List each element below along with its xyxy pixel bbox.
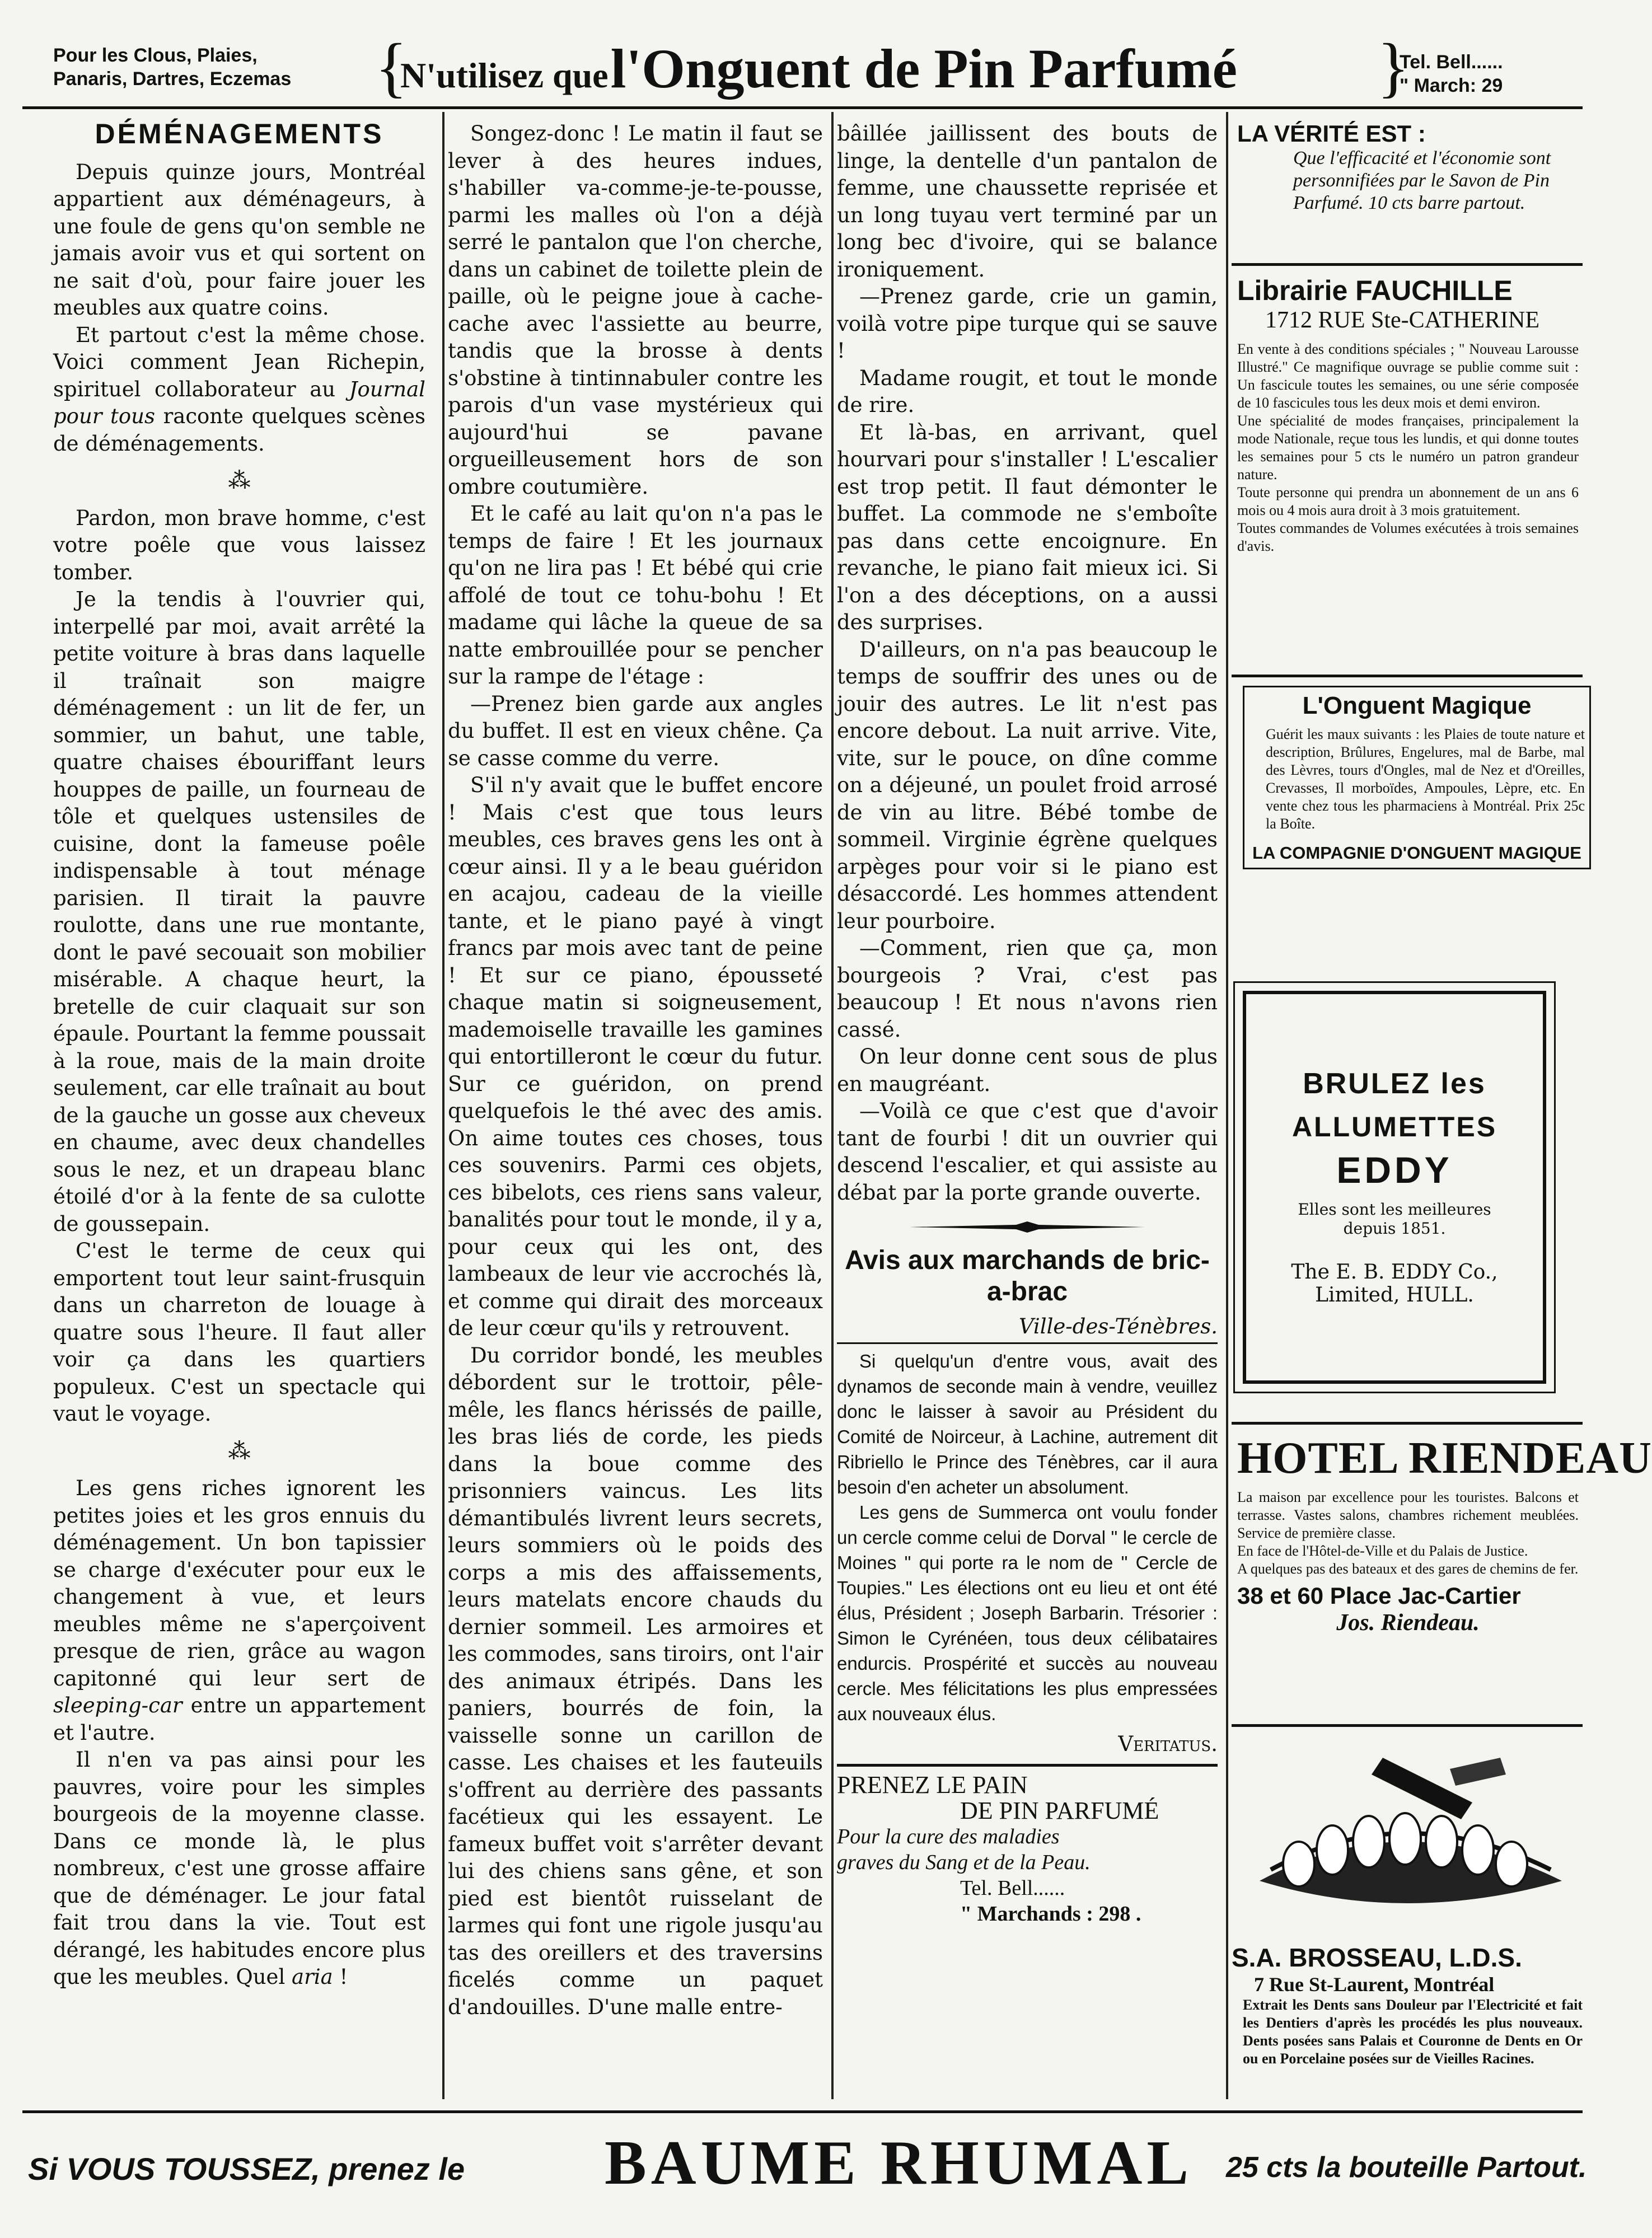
ad-line: The E. B. EDDY Co., xyxy=(1291,1261,1498,1284)
text-run: ! xyxy=(333,1965,348,1989)
ad-title: Librairie FAUCHILLE xyxy=(1237,275,1513,306)
ad-title: S.A. BROSSEAU, L.D.S. xyxy=(1232,1943,1522,1972)
ornamental-rule xyxy=(837,1212,1218,1239)
ad-text: En vente à des conditions spéciales ; " Nouveau Larousse Illustré." Ce magnifique ouvrage se publie comme suit : Un fascicule toutes les semaines, ou une série composée de 10 fascicules tous les deux mois et demi environ. xyxy=(1237,341,1579,411)
paragraph: —Voilà ce que c'est que d'avoir tant de fourbi ! dit un ouvrier qui descend l'escalier, et qui assiste au débat par la porte grande ouverte. xyxy=(837,1099,1218,1205)
paragraph: —Prenez bien garde aux angles du buffet. Il est en vieux chêne. Ça se casse comme du verre. xyxy=(448,691,823,770)
text-run: Il n'en va pas ainsi pour les pauvres, voire pour les simples bourgeois de la moyenne classe. Dans ce monde là, le plus nombreux, c'est une grosse affaire que de déménager. Le jour fatal fait trou dans la vie. Tout est dérangé, les habitudes encore plus que les meubles. Quel xyxy=(53,1748,425,1989)
asterism-separator: ⁂ xyxy=(228,1438,251,1464)
ad-line: graves du Sang et de la Peau. xyxy=(837,1850,1091,1874)
thick-rule xyxy=(837,1764,1218,1767)
ad-title: L'Onguent Magique xyxy=(1302,692,1532,719)
masthead-left-text xyxy=(53,44,291,91)
dentures-icon xyxy=(1237,1735,1573,1937)
ad-text: A quelques pas des bateaux et des gares de chemins de fer. xyxy=(1237,1561,1579,1577)
dateline: Ville-des-Ténèbres. xyxy=(1018,1314,1218,1338)
dentures-illustration xyxy=(1237,1735,1579,1937)
ad-line: Pour la cure des maladies xyxy=(837,1824,1060,1848)
ad-line: Elles sont les meilleures depuis 1851. xyxy=(1298,1200,1491,1238)
article-column-3 xyxy=(837,120,1218,1927)
paragraph: D'ailleurs, on n'a pas beaucoup le temps de souffrir des unes ou de jouir des autres. Le lit n'est pas encore debout. La nuit arrive. Vite, vite, sur le pouce, on dîne comme on a déjeuné, un poulet froid arrosé de vin au litre. Bébé tombe de sommeil. Virginie égrène quelques arpèges pour voir si le piano est désaccordé. Les hommes attendent leur pourboire. xyxy=(837,637,1218,933)
paragraph: Et là-bas, en arrivant, quel hourvari pour s'installer ! L'escalier est trop petit. Il faut démonter le buffet. La commode ne s'emboîte pas dans cette encoignure. En revanche, le piano fait mieux ici. Si l'on a des déceptions, on a aussi des surprises. xyxy=(837,420,1218,634)
ad-text: Toute personne qui prendra un abonnement de un ans 6 mois ou 4 mois aura droit à 3 mois gratuitement. xyxy=(1237,484,1579,518)
ad-address: 38 et 60 Place Jac-Cartier xyxy=(1237,1582,1521,1609)
masthead-right-line1: Tel. Bell...... xyxy=(1400,51,1503,73)
ad-rule xyxy=(1232,1724,1583,1727)
verite-ad xyxy=(1237,120,1573,214)
masthead-right-text xyxy=(1400,50,1503,97)
right-brace: } xyxy=(1377,30,1410,104)
footer-left-text: Si VOUS TOUSSEZ, prenez le xyxy=(28,2151,465,2187)
footer-right-text: 25 cts la bouteille Partout. xyxy=(1226,2151,1587,2184)
ad-brand: EDDY xyxy=(1336,1149,1453,1191)
paragraph: —Prenez garde, crie un gamin, voilà votre pipe turque qui se sauve ! xyxy=(837,284,1218,363)
text-run: entre un appartement et l'autre. xyxy=(53,1693,425,1745)
hotel-ad xyxy=(1237,1433,1652,1636)
text-run: raconte quelques scènes de déménagements. xyxy=(53,404,426,456)
ad-address: 1712 RUE Ste-CATHERINE xyxy=(1265,307,1539,333)
ad-text: Toutes commandes de Volumes exécutées à trois semaines d'avis. xyxy=(1237,520,1579,554)
eddy-matches-ad xyxy=(1243,991,1546,1384)
masthead-title-big: l'Onguent de Pin Parfumé xyxy=(610,38,1237,100)
ad-line: " Marchands : 298 . xyxy=(960,1902,1141,1926)
ad-rule xyxy=(1232,675,1583,677)
paragraph xyxy=(53,1475,425,1747)
ad-text: Guérit les maux suivants : les Plaies de toute nature et description, Brûlures, Engelures, mal de Barbe, mal des Lèvres, tours d'Ongles, mal de Nez et d'Oreilles, Crevasses, Il morboïdes, Ampoules, Lèpre, etc. En vente chez tous les pharmaciens à Montréal. Prix 25c la Boîte. xyxy=(1266,726,1585,832)
masthead-right-line2: " March: 29 xyxy=(1400,75,1503,96)
article-column-1 xyxy=(53,120,425,1991)
article-heading: DÉMÉNAGEMENTS xyxy=(95,118,384,149)
ad-line: Tel. Bell...... xyxy=(960,1876,1065,1900)
paragraph: Du corridor bondé, les meubles débordent sur le trottoir, pêle-mêle, les flancs hérissés de paille, les bras liés de corde, les pieds dans la boue comme des prisonniers vaincus. Les lits démantibulés livrent leurs secrets, leurs sommiers où le poids des corps a mis des affaissements, leurs matelats encore chauds du dernier sommeil. Les armoires et les commodes, sans tiroirs, ont l'air des animaux étripés. Dans les paniers, bourrés de foin, la vaisselle sonne un carillon de casse. Les chaises et les fauteuils s'offrent au derrière des passants facétieux qui les essayent. Le fameux buffet voit s'arrêter devant lui des chiens sans gêne, et son pied est bientôt ruisselant de larmes qui font une rigole jusqu'au tas des oreillers et des traversins ficelés comme un paquet d'andouilles. D'une malle entre- xyxy=(448,1343,823,2019)
masthead-title xyxy=(400,36,1237,101)
paragraph: Depuis quinze jours, Montréal appartient aux déménageurs, à une foule de gens qu'on semble ne jamais avoir vus et qui sortent on ne sait d'où, pour faire jouer les meubles aux quatre coins. xyxy=(53,160,425,320)
bottom-rule xyxy=(22,2110,1583,2113)
ad-title: HOTEL RIENDEAU xyxy=(1237,1434,1652,1483)
masthead-left-line2: Panaris, Dartres, Eczemas xyxy=(53,68,292,90)
left-brace: { xyxy=(375,30,408,104)
column-rule xyxy=(1226,112,1228,2099)
librairie-ad xyxy=(1237,274,1579,555)
ad-rule xyxy=(1232,1422,1583,1425)
paragraph: Si quelqu'un d'entre vous, avait des dynamos de seconde main à vendre, veuillez donc le laisser à savoir au Président du Comité de Noirceur, à Lachine, autrement dit Ribriello le Prince des Ténèbres, car il aura besoin d'en acheter un absolument. xyxy=(837,1351,1218,1497)
masthead-left-line1: Pour les Clous, Plaies, xyxy=(53,45,258,66)
paragraph: Et le café au lait qu'on n'a pas le temps de faire ! Et les journaux qu'on ne lira pas ! Et bébé qui crie affolé de tout ce tohu-bohu ! Et madame qui lâche la queue de sa natte embrouillée pour se pencher sur la rampe de l'étage : xyxy=(448,502,823,689)
ad-line: Limited, HULL. xyxy=(1315,1284,1474,1307)
ornament-svg xyxy=(910,1221,1145,1233)
masthead-title-small: N'utilisez que xyxy=(400,55,609,95)
ad-title: LA VÉRITÉ EST : xyxy=(1237,120,1426,147)
ad-line: PRENEZ LE PAIN xyxy=(837,1771,1028,1799)
ad-line: BRULEZ les xyxy=(1303,1068,1486,1100)
paragraph: Les gens de Summerca ont voulu fonder un cercle comme celui de Dorval " le cercle de Moines " qui porte ra le nom de " Cercle de Toupies." Les élections ont eu lieu et ont été élus, Président ; Joseph Barbarin. Trésorier : Simon le Cyrénéen, tous deux célibataires endurcis. Prospérité et succès au nouveau cercle. Mes félicitations les plus empressées aux nouveaux élus. xyxy=(837,1502,1218,1724)
section-heading: Avis aux marchands de bric-a-brac xyxy=(845,1245,1210,1307)
ad-rule xyxy=(1232,263,1583,266)
ad-owner: Jos. Riendeau. xyxy=(1336,1610,1480,1636)
ad-line: DE PIN PARFUMÉ xyxy=(960,1796,1159,1824)
italic-term: sleeping-car xyxy=(53,1693,182,1717)
paragraph: Je la tendis à l'ouvrier qui, interpellé par moi, avait arrêté la petite voiture à bras dans laquelle il traînait son maigre déménagement : un lit de fer, un sommier, un bahut, une table, quatre chaises ébouriffant leurs houppes de paille, un fourneau de tôle et quelques ustensiles de cuisine, dont la fameuse poêle indispensable à tout ménage parisien. Il tirait la pauvre roulotte, dans une rue montante, dont le pavé secouait son mobilier misérable. A chaque heurt, la bretelle de cuir claquait sur son épaule. Pourtant la femme poussait à la roue, mais de la main droite seulement, car elle traînait au bout de la gauche un gosse aux cheveux en chaume, avec deux chandelles sous le nez, et un drapeau blanc étoilé d'or à la fente de sa culotte de goussepain. xyxy=(53,587,425,1236)
paragraph: bâillée jaillissent des bouts de linge, la dentelle d'un pantalon de femme, une chaussette reprisée et un long tuyau vert terminé par un long bec d'ivoire, qui se balance ironiquement. xyxy=(837,121,1218,282)
column-rule xyxy=(831,112,834,2099)
onguent-ad xyxy=(1243,686,1591,869)
top-rule xyxy=(22,106,1583,109)
paragraph xyxy=(53,1747,425,1991)
ad-text: Extrait les Dents sans Douleur par l'Electricité et fait les Dentiers d'après les procédés les plus nouveaux. Dents posées sans Palais et Couronne de Dents en Or ou en Porcelaine posées sur de Vieilles Racines. xyxy=(1243,1997,1583,2067)
ad-text: Une spécialité de modes françaises, principalement la mode Nationale, reçue tous les lundis, et qui donne toutes les semaines pour 5 cts le numéro un patron grandeur nature. xyxy=(1237,413,1579,483)
ad-text: La maison par excellence pour les touristes. Balcons et terrasse. Vastes salons, chambres richement meublées. Service de première classe. xyxy=(1237,1489,1579,1541)
paragraph xyxy=(53,322,425,458)
journal-name: Journal pour tous xyxy=(53,377,425,428)
dentist-ad xyxy=(1232,1942,1583,2068)
asterism-separator: ⁂ xyxy=(228,468,251,494)
paragraph: —Comment, rien que ça, mon bourgeois ? Vrai, c'est pas beaucoup ! Et nous n'avons rien cassé. xyxy=(837,936,1218,1042)
italic-term: aria xyxy=(292,1965,333,1989)
masthead-ad xyxy=(53,30,1583,112)
ad-company: LA COMPAGNIE D'ONGUENT MAGIQUE xyxy=(1252,843,1581,863)
ad-line: ALLUMETTES xyxy=(1291,1111,1497,1143)
ad-text: Que l'efficacité et l'économie sont personnifiées par le Savon de Pin Parfumé. 10 cts barre partout. xyxy=(1293,148,1551,213)
text-run: Les gens riches ignorent les petites joies et les gros ennuis du déménagement. Un bon tapissier se charge d'exécuter pour eux le changement à vue, et leurs meubles même ne s'aperçoivent presque de rien, grâce au wagon capitonné qui leur sert de xyxy=(53,1476,425,1691)
paragraph: Madame rougit, et tout le monde de rire. xyxy=(837,366,1218,417)
ad-text: En face de l'Hôtel-de-Ville et du Palais de Justice. xyxy=(1237,1543,1528,1559)
paragraph: Songez-donc ! Le matin il faut se lever à des heures indues, s'habiller va-comme-je-te-pousse, parmi les malles où l'on a déjà serré le pantalon que l'on cherche, dans un cabinet de toilette plein de paille, où le peigne joue à cache-cache avec l'assiette au beurre, tandis que la brosse à dents s'obstine à tintinnabuler contre les parois d'un vase mystérieux qui aujourd'hui se pavane orgueilleusement hors de son ombre coutumière. xyxy=(448,121,823,499)
footer-brand: BAUME RHUMAL xyxy=(605,2128,1194,2198)
signature: Veritatus. xyxy=(1118,1732,1218,1756)
thin-rule xyxy=(837,1342,1218,1344)
footer-banner xyxy=(22,2127,1587,2198)
paragraph: On leur donne cent sous de plus en maugréant. xyxy=(837,1045,1218,1096)
text-run: Et partout c'est la même chose. Voici comment Jean Richepin, spirituel collaborateur au xyxy=(53,322,425,401)
pain-ad xyxy=(837,1772,1218,1927)
column-rule xyxy=(442,112,444,2099)
paragraph: S'il n'y avait que le buffet encore ! Mais c'est que tous leurs meubles, ces braves gens les ont à cœur ainsi. Il y a le beau guéridon en acajou, cadeau de la vieille tante, et le piano payé à vingt francs par mois avec tant de peine ! Et sur ce piano, épousseté chaque matin si soigneusement, mademoiselle travaille les gamines qui entortilleront le cœur du futur. Sur ce guéridon, on prend quelquefois le thé avec des amis. On aime toutes ces choses, tous ces souvenirs. Parmi ces objets, ces bibelots, ces riens sans valeur, banalités pour tout le monde, il y a, pour ceux qui les ont, des lambeaux de leur vie accrochés là, et comme qui dirait des morceaux de leur cœur qu'ils y retrouvent. xyxy=(448,773,823,1340)
ad-address: 7 Rue St-Laurent, Montréal xyxy=(1254,1973,1495,1996)
article-column-2 xyxy=(448,120,823,2021)
paragraph: C'est le terme de ceux qui emportent tout leur saint-frusquin dans un charreton de louage à quatre sous l'heure. Il faut aller voir ça dans les quartiers populeux. C'est un spectacle qui vaut le voyage. xyxy=(53,1239,425,1426)
paragraph: Pardon, mon brave homme, c'est votre poêle que vous laissez tomber. xyxy=(53,505,425,584)
